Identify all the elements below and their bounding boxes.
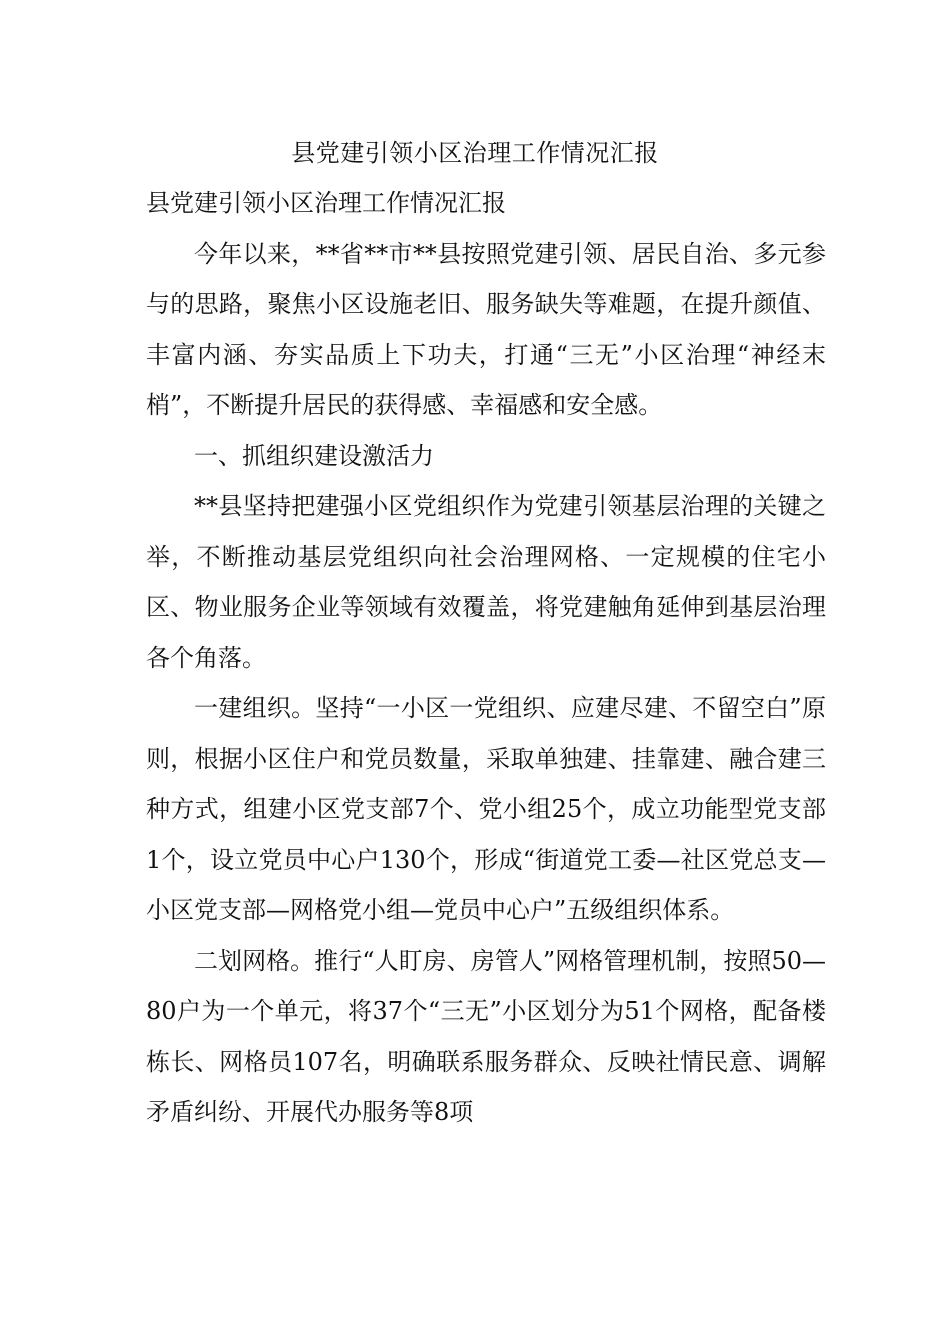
paragraph-build-organization: 一建组织。坚持“一小区一党组织、应建尽建、不留空白”原则，根据小区住户和党员数量，采取单独建、挂靠建、融合建三种方式，组建小区党支部7个、党小组25个，成立功能型党支部1个，设立党员中心户130个，形成“街道党工委—社区党总支—小区党支部—网格党小组—党员中心户”五级组织体系。 [146,694,826,924]
section-heading: 一、抓组织建设激活力 [194,441,434,470]
document-body [146,178,826,1138]
paragraph-section-overview: **县坚持把建强小区党组织作为党建引领基层治理的关键之举，不断推动基层党组织向社会治理网格、一定规模的住宅小区、物业服务企业等领域有效覆盖，将党建触角延伸到基层治理各个角落。 [146,492,826,672]
paragraph-grid-division: 二划网格。推行“人盯房、房管人”网格管理机制，按照50—80户为一个单元，将37个“三无”小区划分为51个网格，配备楼栋长、网格员107名，明确联系服务群众、反映社情民意、调解矛盾纠纷、开展代办服务等8项 [146,946,826,1126]
document-title: 县党建引领小区治理工作情况汇报 [291,139,659,167]
paragraph-intro: 今年以来，**省**市**县按照党建引领、居民自治、多元参与的思路，聚焦小区设施老旧、服务缺失等难题，在提升颜值、丰富内涵、夯实品质上下功夫，打通“三无”小区治理“神经末梢”，不断提升居民的获得感、幸福感和安全感。 [146,239,826,419]
document-subtitle: 县党建引领小区治理工作情况汇报 [146,189,506,217]
